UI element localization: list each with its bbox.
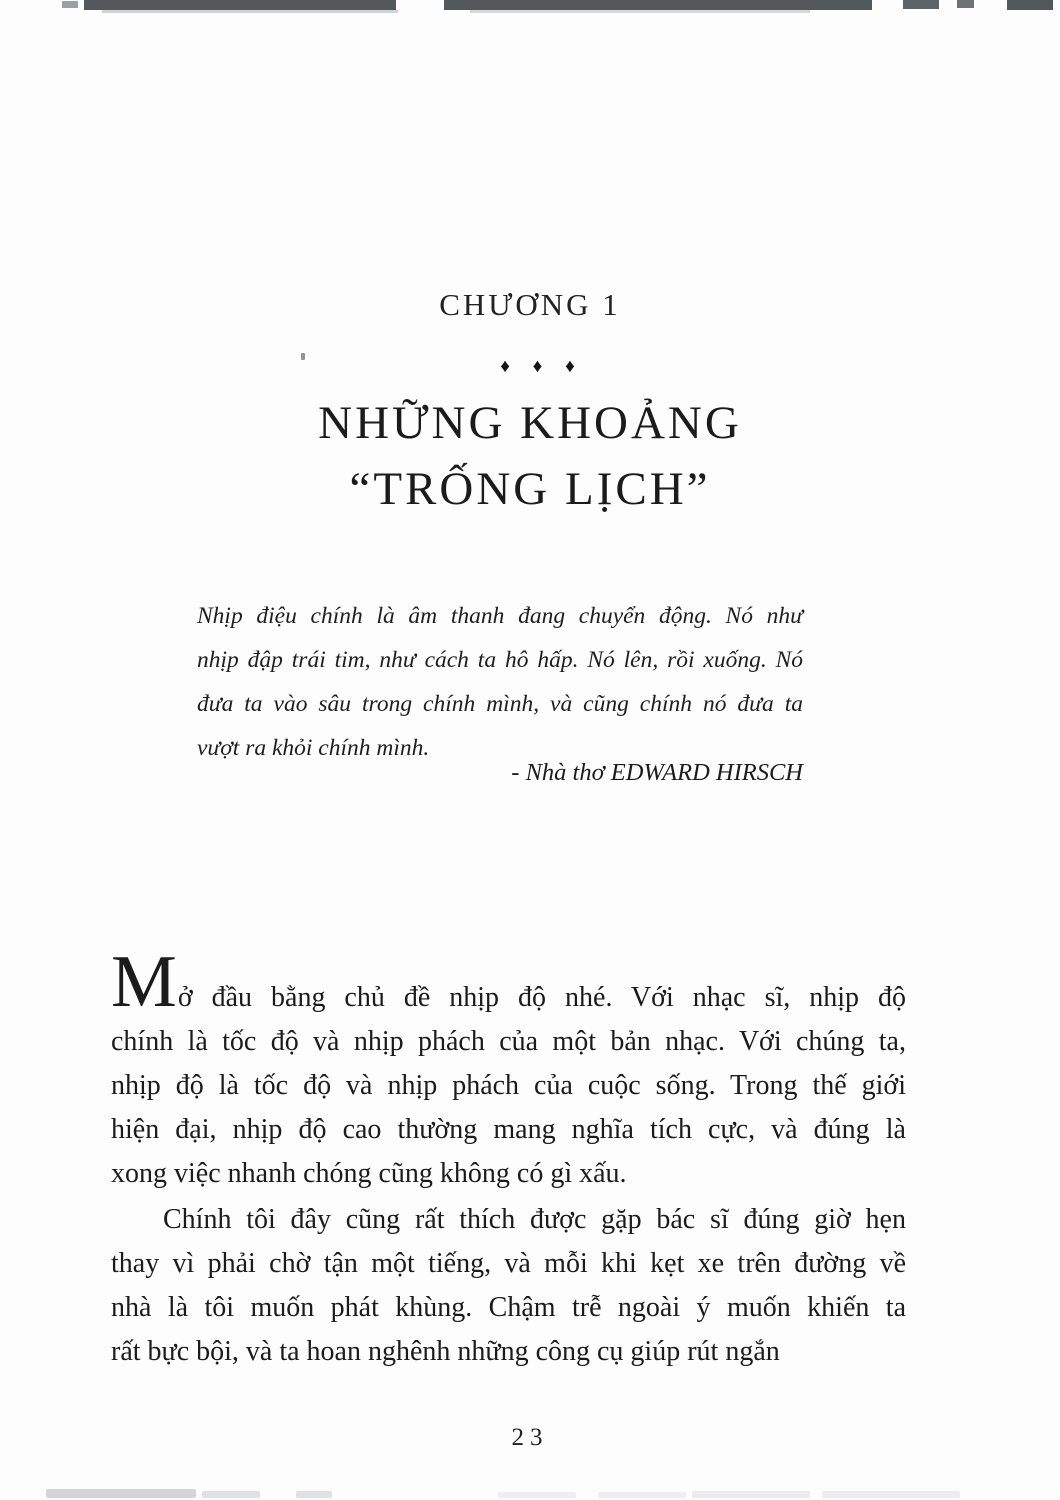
body-line: nhịp độ là tốc độ và nhịp phách của cuộc sống. Trong thế giới: [111, 1070, 906, 1101]
scan-artifact-segment: [903, 0, 939, 9]
scan-artifact-segment: [202, 1491, 260, 1498]
epigraph-attribution: - Nhà thơ EDWARD HIRSCH: [511, 759, 803, 786]
body-line-text: ở đầu bằng chủ đề nhịp độ nhé. Với nhạc sĩ, nhịp độ: [177, 982, 906, 1013]
body-line: chính là tốc độ và nhịp phách của một bản nhạc. Với chúng ta,: [111, 1026, 906, 1057]
epigraph-line: đưa ta vào sâu trong chính mình, và cũng chính nó đưa ta: [197, 691, 803, 717]
scan-artifact-segment: [822, 1491, 960, 1498]
scan-artifact-segment: [470, 10, 810, 13]
scan-artifact-segment: [444, 0, 872, 10]
initial-cap: M: [111, 941, 178, 1023]
body-line: xong việc nhanh chóng cũng không có gì xấu.: [111, 1158, 627, 1189]
chapter-title-line-2: “TRỐNG LỊCH”: [349, 463, 711, 515]
epigraph-line: nhịp đập trái tim, như cách ta hô hấp. Nó lên, rồi xuống. Nó: [197, 647, 803, 673]
chapter-label: CHƯƠNG 1: [439, 287, 621, 322]
scan-artifact-segment: [84, 0, 396, 10]
epigraph-line: Nhịp điệu chính là âm thanh đang chuyển động. Nó như: [197, 603, 803, 629]
body-line: rất bực bội, và ta hoan nghênh những công cụ giúp rút ngắn: [111, 1336, 780, 1367]
body-line: Chính tôi đây cũng rất thích được gặp bác sĩ đúng giờ hẹn: [163, 1204, 906, 1235]
epigraph-quote: [197, 594, 803, 770]
body-line: hiện đại, nhịp độ cao thường mang nghĩa tích cực, và đúng là: [111, 1114, 906, 1145]
chapter-title-line-1: NHỮNG KHOẢNG: [318, 397, 742, 449]
scan-artifact-segment: [1007, 0, 1053, 10]
body-line: [111, 941, 906, 1023]
body-line: nhà là tôi muốn phát khùng. Chậm trễ ngoài ý muốn khiến ta: [111, 1292, 906, 1323]
scan-artifact-segment: [598, 1492, 686, 1498]
page-number: 23: [511, 1424, 549, 1451]
epigraph-line: vượt ra khỏi chính mình.: [197, 735, 430, 761]
scan-artifact-segment: [692, 1491, 810, 1498]
scan-artifact-segment: [102, 10, 398, 13]
scan-artifact-segment: [62, 1, 78, 8]
scan-artifact-segment: [46, 1489, 196, 1498]
scan-artifact-segment: [498, 1492, 576, 1498]
body-line: thay vì phải chờ tận một tiếng, và mỗi khi kẹt xe trên đường về: [111, 1248, 906, 1279]
chapter-title: [0, 390, 1060, 522]
body-paragraph-2: [111, 1198, 906, 1374]
body-paragraph-1: [111, 941, 906, 1196]
diamond-ornament-icon: ♦ ♦ ♦: [500, 356, 584, 377]
scan-artifact-segment: [296, 1491, 332, 1498]
scan-artifact-segment: [957, 0, 974, 8]
